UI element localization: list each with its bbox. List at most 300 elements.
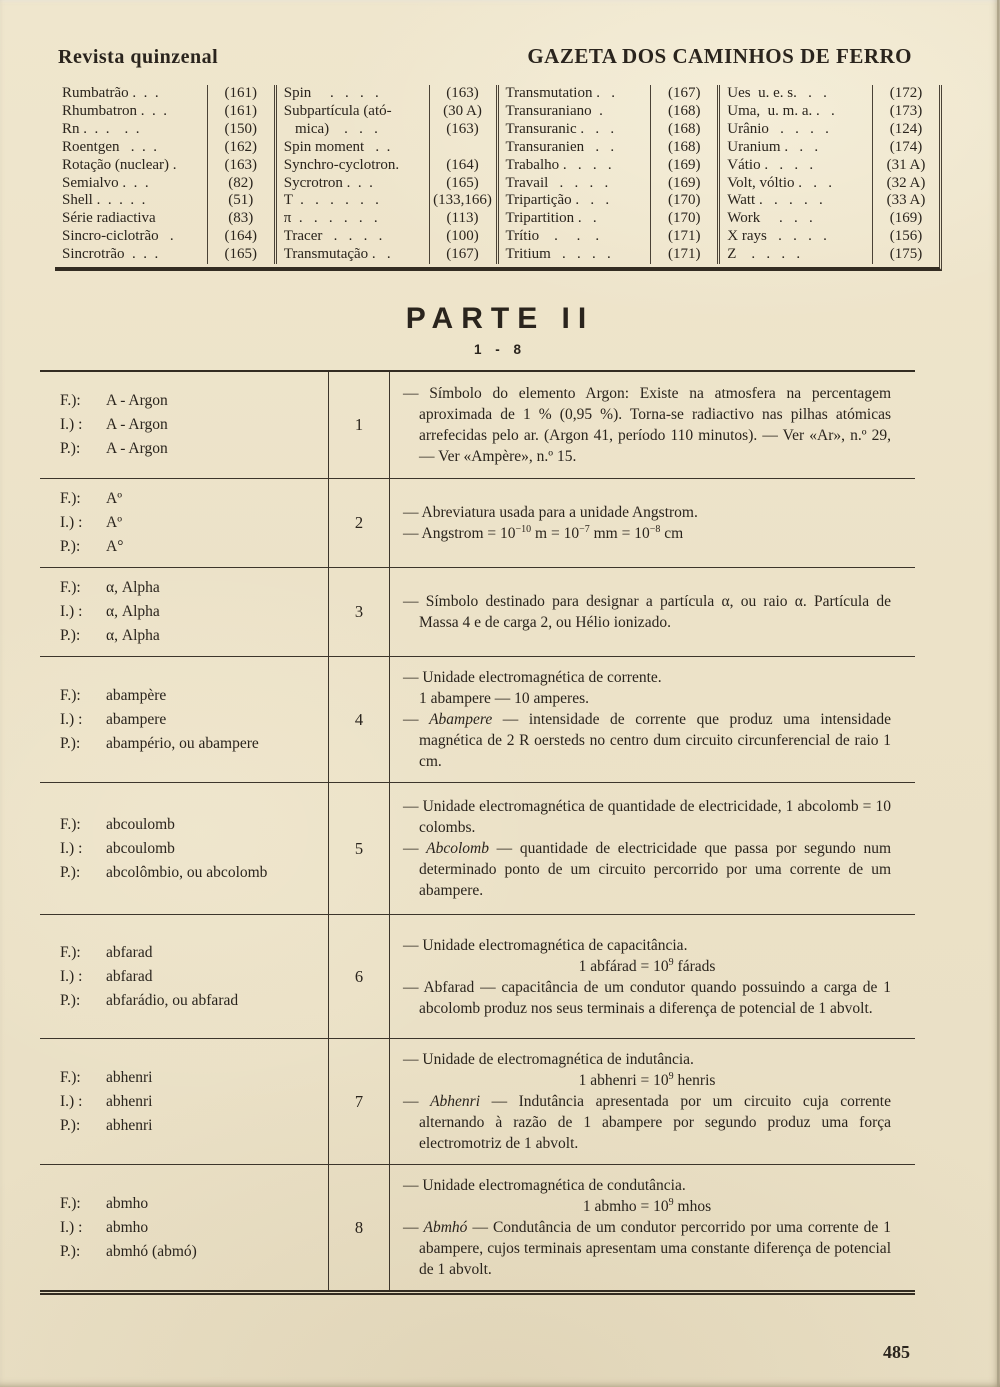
term-text: Aº (106, 490, 122, 508)
index-page: (169) (650, 157, 717, 175)
term-prefix: I.) : (60, 1092, 83, 1110)
description-segment: 9 (668, 1070, 674, 1082)
index-page: (30 A) (429, 103, 496, 121)
index-term: Watt . . . . . (727, 192, 823, 209)
entry-terms (40, 783, 328, 914)
term-prefix: F.): (60, 490, 81, 508)
entry-number: 2 (354, 513, 364, 533)
entry-number: 3 (354, 602, 364, 622)
term-prefix: I.) : (60, 603, 83, 621)
index-page: (100) (429, 228, 496, 246)
index-term: Rotação (nuclear) . (62, 156, 177, 173)
description-segment: henris (673, 1072, 716, 1090)
index-term: Work . . . (727, 210, 813, 227)
term-line (60, 1114, 324, 1138)
index-term: Uranium . . . (727, 138, 819, 155)
description-segment: cm (660, 525, 684, 543)
description-segment: m = 10 (531, 525, 580, 543)
index-row (720, 139, 939, 157)
index-page (429, 139, 496, 157)
index-row (55, 85, 274, 103)
index-page: (162) (207, 139, 274, 157)
index-term: Transuranic . . . (505, 120, 615, 137)
term-line (60, 965, 324, 989)
entry-terms (40, 1165, 328, 1290)
term-line (60, 437, 324, 461)
term-prefix: F.): (60, 1068, 81, 1086)
description-line (403, 977, 891, 1019)
index-term: T . . . . . . (283, 192, 379, 209)
description-line (403, 1070, 891, 1091)
term-text: abampere (106, 710, 167, 728)
term-prefix: F.): (60, 686, 81, 704)
index-term: Transmutação . . (283, 246, 391, 263)
description-segment: — Abfarad — capacitância de um condutor quando possuindo a carga de 1 abcolomb produz nos seus terminais a diferença de potencial de 1 abvolt. (403, 978, 891, 1017)
index-row (277, 103, 496, 121)
index-term: Spin moment . . (283, 138, 391, 155)
term-line (60, 600, 324, 624)
entry-number-cell (328, 1165, 390, 1290)
entry-number: 8 (354, 1217, 364, 1237)
description-segment: — Unidade electromagnética de quantidade de electricidade, 1 abcolomb = 10 colombs. (403, 798, 891, 837)
index-row (499, 139, 718, 157)
term-prefix: P.): (60, 440, 81, 458)
page-number: 485 (883, 1342, 910, 1362)
index-row (277, 210, 496, 228)
term-text: abfarad (106, 943, 153, 961)
index-row (55, 157, 274, 175)
term-line (60, 708, 324, 732)
index-term: Travail . . . . (505, 174, 609, 191)
index-row (55, 139, 274, 157)
entry-row (40, 1165, 915, 1290)
index-term: Transuranien . . (505, 138, 615, 155)
description-line (403, 383, 891, 467)
index-page: (163) (429, 121, 496, 139)
index-term: Rhumbatron . . . (62, 102, 167, 119)
entry-terms (40, 568, 328, 656)
index-row (277, 228, 496, 246)
entry-terms (40, 915, 328, 1038)
index-page: (171) (650, 228, 717, 246)
index-row (277, 192, 496, 210)
description-segment: — Unidade electromagnética de corrente. (403, 669, 662, 687)
entry-terms (40, 372, 328, 478)
description-line (403, 523, 891, 544)
term-line (60, 511, 324, 535)
description-line (403, 956, 891, 977)
entry-number-cell (328, 568, 390, 656)
term-line (60, 624, 324, 648)
index-term: π . . . . . . (283, 210, 378, 227)
index-page: (161) (207, 85, 274, 103)
description-segment: 9 (668, 1196, 674, 1208)
entry-terms (40, 1039, 328, 1164)
index-row (499, 228, 718, 246)
description-line (403, 502, 891, 523)
index-term: Trabalho . . . . (505, 156, 612, 173)
term-prefix: P.): (60, 1242, 81, 1260)
description-segment: Abmhó (423, 1219, 468, 1237)
index-page: (164) (207, 228, 274, 246)
index-row (720, 192, 939, 210)
index-row (499, 175, 718, 193)
entry-number-cell (328, 783, 390, 914)
description-segment: — (403, 711, 430, 729)
index-row (720, 246, 939, 264)
term-text: α, Alpha (106, 579, 160, 597)
entry-number-cell (328, 479, 390, 567)
term-line (60, 1240, 324, 1264)
entry-range: 1 - 8 (473, 342, 526, 358)
description-segment: 9 (668, 956, 674, 968)
index-column (274, 85, 496, 264)
index-page: (31 A) (872, 157, 939, 175)
index-page: (173) (872, 103, 939, 121)
term-prefix: P.): (60, 538, 81, 556)
entry-number-cell (328, 915, 390, 1038)
index-page: (174) (872, 139, 939, 157)
description-segment: 1 abmho = 10 (582, 1198, 669, 1216)
description-segment: 1 abhenri = 10 (578, 1072, 669, 1090)
description-line (403, 1049, 891, 1070)
term-text: A° (106, 538, 124, 556)
description-segment: — (403, 840, 427, 858)
index-row (55, 246, 274, 264)
description-segment: −7 (579, 523, 590, 535)
index-row (499, 210, 718, 228)
term-text: abhenri (106, 1116, 153, 1134)
index-row (720, 121, 939, 139)
index-page: (83) (207, 210, 274, 228)
description-segment: mhos (673, 1198, 712, 1216)
index-row (55, 103, 274, 121)
index-row (277, 85, 496, 103)
term-line (60, 1066, 324, 1090)
index-page: (168) (650, 121, 717, 139)
entry-description (390, 1165, 915, 1290)
description-segment: Abampere (429, 711, 493, 729)
index-term: Uma, u. m. a. . . (727, 102, 835, 119)
entry-description (390, 1039, 915, 1164)
entries-table (40, 370, 915, 1295)
index-row (720, 228, 939, 246)
term-text: α, Alpha (106, 627, 160, 645)
entry-description (390, 372, 915, 478)
description-segment: — Símbolo do elemento Argon: Existe na atmosfera na percentagem aproximada de 1 % (0,95 %). Torna-se radiactivo nas pilhas atómicas arrefecidas pelo ar. (Argon 41, período 110 minutos). — Ver «Ar», n.º 29, — Ver «Ampère», n.º 15. (403, 385, 891, 466)
term-line (60, 1216, 324, 1240)
term-line (60, 576, 324, 600)
entry-number-cell (328, 657, 390, 782)
term-text: Aº (106, 514, 122, 532)
term-prefix: I.) : (60, 514, 83, 532)
term-text: abmho (106, 1194, 149, 1212)
index-page: (82) (207, 175, 274, 193)
term-text: abmho (106, 1218, 149, 1236)
index-page: (164) (429, 157, 496, 175)
index-term: X rays . . . . (727, 228, 827, 245)
term-line (60, 684, 324, 708)
index-column (717, 85, 939, 264)
index-term: Rumbatrão . . . (62, 85, 159, 101)
entry-row (40, 915, 915, 1039)
entry-description (390, 657, 915, 782)
entry-terms (40, 657, 328, 782)
index-page: (169) (872, 210, 939, 228)
index-page: (51) (207, 192, 274, 210)
description-segment: — Abreviatura usada para a unidade Angstrom. (403, 504, 698, 522)
index-term: Trítio . . . (505, 228, 600, 245)
index-row (277, 246, 496, 264)
index-row (499, 246, 718, 264)
description-segment: — (403, 1219, 424, 1237)
term-text: A - Argon (106, 392, 168, 410)
index-page: (165) (207, 246, 274, 264)
term-line (60, 1090, 324, 1114)
index-page: (168) (650, 139, 717, 157)
term-prefix: F.): (60, 943, 81, 961)
term-text: A - Argon (106, 440, 168, 458)
index-row (720, 103, 939, 121)
description-segment: — Símbolo destinado para designar a partícula α, ou raio α. Partícula de Massa 4 e de carga 2, ou Hélio ionizado. (403, 593, 891, 632)
term-text: abampère (106, 686, 167, 704)
index-page: (156) (872, 228, 939, 246)
index-row (499, 192, 718, 210)
index-term: Roentgen . . . (62, 138, 157, 155)
term-text: abcoulomb (106, 815, 175, 833)
description-line (403, 1091, 891, 1154)
index-row (720, 157, 939, 175)
index-term: Sycrotron . . . (283, 174, 373, 191)
index-term: mica) . . . (283, 120, 378, 137)
index-page: (32 A) (872, 175, 939, 193)
term-prefix: F.): (60, 392, 81, 410)
index-page: (170) (650, 192, 717, 210)
entry-description (390, 568, 915, 656)
term-prefix: I.) : (60, 710, 83, 728)
description-line (403, 838, 891, 901)
entry-number: 7 (354, 1091, 364, 1111)
description-segment: fárads (673, 957, 716, 975)
description-segment: — Indutância apresentada por um circuito cuja corrente alternando à razão de 1 abampere por segundo produz uma força electromotriz de 1 abvolt. (419, 1093, 891, 1153)
entry-row (40, 657, 915, 783)
description-segment: — Unidade de electromagnética de indutância. (403, 1051, 694, 1069)
part-title: PARTE II (405, 302, 595, 336)
entry-row (40, 568, 915, 657)
index-term: Synchro-cyclotron. (283, 156, 400, 173)
index-column (55, 85, 274, 264)
entry-row (40, 783, 915, 915)
term-text: abfarad (106, 967, 153, 985)
term-line (60, 941, 324, 965)
index-page: (150) (207, 121, 274, 139)
index-row (499, 85, 718, 103)
term-line (60, 487, 324, 511)
index-term: Vátio . . . . (727, 156, 814, 173)
description-segment: — Unidade electromagnética de condutância. (403, 1177, 686, 1195)
index-term: Tritium . . . . (505, 246, 611, 263)
description-segment: Abhenri (430, 1093, 481, 1111)
index-row (55, 210, 274, 228)
index-page: (165) (429, 175, 496, 193)
description-line (403, 796, 891, 838)
term-text: abmhó (abmó) (106, 1242, 197, 1260)
description-segment: Abcolomb (426, 840, 490, 858)
description-segment: — (403, 1093, 431, 1111)
part-heading (0, 304, 1000, 357)
description-line (403, 709, 891, 772)
index-row (55, 192, 274, 210)
index-page: (33 A) (872, 192, 939, 210)
description-line (403, 935, 891, 956)
term-line (60, 813, 324, 837)
entry-description (390, 479, 915, 567)
index-page: (170) (650, 210, 717, 228)
entry-number: 5 (354, 838, 364, 858)
term-prefix: P.): (60, 627, 81, 645)
description-segment: mm = 10 (589, 525, 650, 543)
description-line (403, 591, 891, 633)
entry-number-cell (328, 372, 390, 478)
index-row (55, 121, 274, 139)
term-line (60, 989, 324, 1013)
index-row (499, 157, 718, 175)
index-term: Semialvo . . . (62, 174, 149, 191)
index-term: Ues u. e. s. . . (727, 85, 827, 101)
index-term: Transuraniano . (505, 102, 603, 119)
entry-terms (40, 479, 328, 567)
term-prefix: P.): (60, 734, 81, 752)
term-prefix: F.): (60, 1194, 81, 1212)
index-row (55, 175, 274, 193)
index-term: Tracer . . . . (283, 228, 383, 245)
index-row (277, 157, 496, 175)
description-line (403, 1217, 891, 1280)
index-term: Transmutation . . (505, 85, 615, 101)
index-term: Spin . . . . (283, 85, 379, 101)
index-row (499, 103, 718, 121)
index-term: Tripartição . . . (505, 192, 610, 209)
term-text: abhenri (106, 1092, 153, 1110)
term-prefix: F.): (60, 815, 81, 833)
description-segment: — quantidade de electricidade que passa por segundo num determinado ponto de um circuito percorrido por uma corrente de um abampere. (419, 840, 891, 900)
description-segment: — intensidade de corrente que produz uma intensidade magnética de 2 R oersteds no centro dum circuito circunferencial de raio 1 cm. (419, 711, 892, 771)
term-prefix: I.) : (60, 1218, 83, 1236)
index-column (496, 85, 718, 264)
index-row (720, 210, 939, 228)
entry-description (390, 915, 915, 1038)
index-term: Sincro-ciclotrão . (62, 228, 174, 245)
index-page: (175) (872, 246, 939, 264)
term-text: abhenri (106, 1068, 153, 1086)
term-prefix: I.) : (60, 416, 83, 434)
index-row (720, 175, 939, 193)
description-segment: — Angstrom = 10 (403, 525, 516, 543)
index-term: Subpartícula (ató- (283, 102, 392, 119)
term-line (60, 732, 324, 756)
index-page: (124) (872, 121, 939, 139)
description-segment: 1 abfárad = 10 (578, 957, 669, 975)
term-line (60, 1192, 324, 1216)
description-line (403, 1196, 891, 1217)
entry-number: 6 (354, 966, 364, 986)
index-term: Tripartition . . (505, 210, 597, 227)
term-text: abampério, ou abampere (106, 734, 259, 752)
term-prefix: F.): (60, 579, 81, 597)
term-text: abcoulomb (106, 839, 175, 857)
term-line (60, 413, 324, 437)
index-page: (163) (429, 85, 496, 103)
term-text: abcolômbio, ou abcolomb (106, 863, 268, 881)
entry-row (40, 372, 915, 479)
term-text: A - Argon (106, 416, 168, 434)
term-prefix: P.): (60, 991, 81, 1009)
index-page: (113) (429, 210, 496, 228)
index-term: Série radiactiva (62, 210, 156, 227)
index-page: (167) (650, 85, 717, 103)
entry-number: 1 (354, 415, 364, 435)
term-prefix: P.): (60, 1116, 81, 1134)
description-segment: −10 (515, 523, 532, 535)
index-page: (169) (650, 175, 717, 193)
index-term: Urânio . . . . (727, 120, 829, 137)
description-segment: — Unidade electromagnética de capacitância. (403, 936, 688, 954)
index-row (499, 121, 718, 139)
journal-title: GAZETA DOS CAMINHOS DE FERRO (527, 44, 912, 68)
entry-description (390, 783, 915, 914)
index-page: (163) (207, 157, 274, 175)
entry-row (40, 1039, 915, 1165)
description-segment: −8 (649, 523, 661, 535)
description-segment: 1 abampere — 10 amperes. (419, 690, 590, 708)
description-segment: — Condutância de um condutor percorrido por uma corrente de 1 abampere, cujos terminais apresentam uma constante diferença de potencial de 1 abvolt. (419, 1219, 892, 1279)
page-header (0, 0, 1000, 69)
term-prefix: P.): (60, 863, 81, 881)
index-page: (161) (207, 103, 274, 121)
index-term: Sincrotrão . . . (62, 246, 159, 263)
term-prefix: I.) : (60, 967, 83, 985)
description-line (403, 667, 891, 688)
entry-number: 4 (354, 709, 364, 729)
index-row (720, 85, 939, 103)
description-line (403, 688, 891, 709)
term-prefix: I.) : (60, 839, 83, 857)
index-row (55, 228, 274, 246)
index-page: (172) (872, 85, 939, 103)
entry-row (40, 479, 915, 568)
journal-type-label: Revista quinzenal (58, 46, 219, 68)
entry-number-cell (328, 1039, 390, 1164)
index-row (277, 139, 496, 157)
index-term: Shell . . . . . (62, 192, 146, 209)
term-line (60, 389, 324, 413)
index-page: (133,166) (429, 192, 496, 210)
term-text: α, Alpha (106, 603, 160, 621)
term-line (60, 837, 324, 861)
index-table (55, 85, 942, 271)
index-page: (167) (429, 246, 496, 264)
index-page: (171) (650, 246, 717, 264)
index-row (277, 121, 496, 139)
index-term: Volt, vóltio . . . (727, 174, 832, 191)
term-line (60, 861, 324, 885)
index-term: Rn . . . . . (62, 120, 140, 137)
index-page: (168) (650, 103, 717, 121)
description-line (403, 1175, 891, 1196)
index-row (277, 175, 496, 193)
term-text: abfarádio, ou abfarad (106, 991, 239, 1009)
term-line (60, 535, 324, 559)
